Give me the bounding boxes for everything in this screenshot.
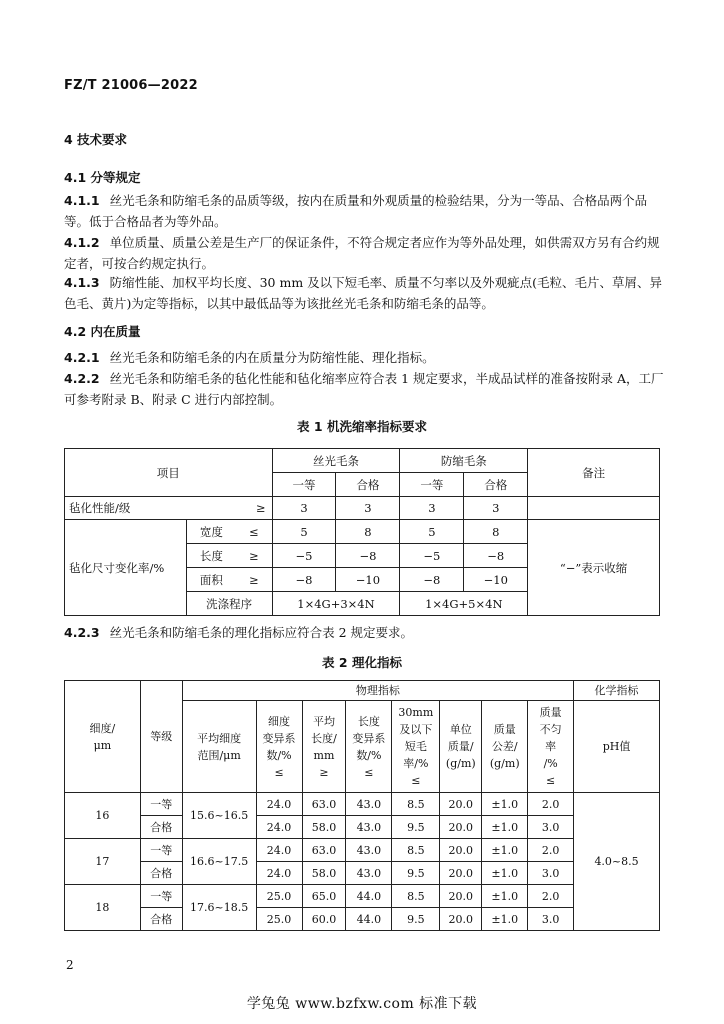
table-row <box>65 908 660 931</box>
clause-text: 丝光毛条和防缩毛条的品质等级，按内在质量和外观质量的检验结果，分为一等品、合格品两个品等。低于合格品者为等外品。 <box>64 193 648 229</box>
table2-cell: 2.0 <box>528 793 574 816</box>
table2-cell: 3.0 <box>528 862 574 885</box>
table2-grade: 合格 <box>140 816 182 839</box>
table1-row-name: 长度 <box>186 544 236 568</box>
table1-cell: −8 <box>336 544 400 568</box>
table2-cell: 8.5 <box>392 839 440 862</box>
table2-header-cv: 细度 变异系 数/% ≤ <box>256 701 302 793</box>
table2-cell: 20.0 <box>440 793 482 816</box>
table2-cell: 43.0 <box>346 839 392 862</box>
table1-wash-shrinkproof: 1×4G+5×4N <box>400 592 528 616</box>
table1-shrinkage-requirements <box>64 448 660 616</box>
table2-grade: 一等 <box>140 793 182 816</box>
table2-cell: 3.0 <box>528 908 574 931</box>
table2-header-fineness: 细度/ μm <box>65 681 141 793</box>
table1-header-shrinkproof: 防缩毛条 <box>400 449 528 473</box>
table2-header-tol: 质量 公差/ (g/m) <box>482 701 528 793</box>
table1-caption: 表 1 机洗缩率指标要求 <box>297 419 427 434</box>
clause-text: 单位质量、质量公差是生产厂的保证条件，不符合规定者应作为等外品处理，如供需双方另有合约规定者，可按合约规定执行。 <box>64 235 660 271</box>
table2-cell: 43.0 <box>346 816 392 839</box>
clause-number: 4.2.3 <box>64 625 100 640</box>
table1-note: “−”表示收缩 <box>528 520 660 616</box>
table1-header-qualified: 合格 <box>336 473 400 497</box>
paragraph-4-2-1 <box>64 347 664 368</box>
table2-header-range: 平均细度 范围/μm <box>182 701 256 793</box>
table2-grade: 合格 <box>140 862 182 885</box>
table1-cell: −5 <box>272 544 336 568</box>
table2-cell: 63.0 <box>302 793 346 816</box>
table1-dimension-label: 毡化尺寸变化率/% <box>65 520 187 616</box>
table1-cell: 3 <box>464 497 528 520</box>
table2-cell: 24.0 <box>256 862 302 885</box>
clause-text: 丝光毛条和防缩毛条的理化指标应符合表 2 规定要求。 <box>109 625 413 640</box>
section-heading-4: 4 技术要求 <box>64 132 128 147</box>
paragraph-4-2-2 <box>64 368 664 410</box>
table2-cell: ±1.0 <box>482 862 528 885</box>
table1-header-note: 备注 <box>528 449 660 497</box>
table1-row-op: ≤ <box>236 520 272 544</box>
table1-header-first: 一等 <box>272 473 336 497</box>
table1-header-qualified: 合格 <box>464 473 528 497</box>
document-code: FZ/T 21006—2022 <box>64 78 198 93</box>
table2-header-chemical: 化学指标 <box>574 681 660 701</box>
clause-text: 丝光毛条和防缩毛条的内在质量分为防缩性能、理化指标。 <box>109 350 435 365</box>
section-heading-4-1: 4.1 分等规定 <box>64 170 141 185</box>
table2-cell: 63.0 <box>302 839 346 862</box>
table2-grade: 一等 <box>140 885 182 908</box>
table2-cell: 9.5 <box>392 816 440 839</box>
table2-cell: 58.0 <box>302 862 346 885</box>
table2-caption: 表 2 理化指标 <box>322 655 402 670</box>
table2-cell: 20.0 <box>440 816 482 839</box>
table2-cell: 44.0 <box>346 885 392 908</box>
table1-cell: 8 <box>464 520 528 544</box>
table2-cell: 9.5 <box>392 862 440 885</box>
table1-cell: −10 <box>336 568 400 592</box>
table1-felting-op: ≥ <box>236 497 272 520</box>
table1-wash-label: 洗涤程序 <box>186 592 272 616</box>
table2-range: 16.6~17.5 <box>182 839 256 885</box>
table1-header-first: 一等 <box>400 473 464 497</box>
table-row <box>65 862 660 885</box>
table2-grade: 合格 <box>140 908 182 931</box>
table2-cell: 24.0 <box>256 816 302 839</box>
table2-cell: 8.5 <box>392 885 440 908</box>
table2-cell: 24.0 <box>256 793 302 816</box>
table2-cell: 20.0 <box>440 885 482 908</box>
table2-cell: 20.0 <box>440 839 482 862</box>
table1-cell: −8 <box>272 568 336 592</box>
table1-cell: 3 <box>400 497 464 520</box>
table1-cell: 3 <box>272 497 336 520</box>
table2-header-length: 平均 长度/ mm ≥ <box>302 701 346 793</box>
table2-cell: 20.0 <box>440 862 482 885</box>
table2-cell: 25.0 <box>256 908 302 931</box>
table2-fineness: 16 <box>65 793 141 839</box>
table2-grade: 一等 <box>140 839 182 862</box>
table1-note-empty <box>528 497 660 520</box>
table1-header-mercerized: 丝光毛条 <box>272 449 400 473</box>
table2-cell: 43.0 <box>346 793 392 816</box>
table-row <box>65 839 660 862</box>
table1-row-name: 面积 <box>186 568 236 592</box>
table1-cell: 3 <box>336 497 400 520</box>
clause-number: 4.1.2 <box>64 235 100 250</box>
table1-cell: 5 <box>400 520 464 544</box>
table2-header-lencv: 长度 变异系 数/% ≤ <box>346 701 392 793</box>
table2-cell: 24.0 <box>256 839 302 862</box>
table1-cell: −5 <box>400 544 464 568</box>
table1-cell: −10 <box>464 568 528 592</box>
table1-wash-mercerized: 1×4G+3×4N <box>272 592 400 616</box>
table1-cell: 8 <box>336 520 400 544</box>
table2-cell: ±1.0 <box>482 908 528 931</box>
table2-range: 17.6~18.5 <box>182 885 256 931</box>
table2-cell: 3.0 <box>528 816 574 839</box>
table2-cell: 20.0 <box>440 908 482 931</box>
table2-cell: 58.0 <box>302 816 346 839</box>
clause-number: 4.1.1 <box>64 193 100 208</box>
table1-row-name: 宽度 <box>186 520 236 544</box>
table2-cell: 9.5 <box>392 908 440 931</box>
table2-cell: ±1.0 <box>482 885 528 908</box>
clause-text: 丝光毛条和防缩毛条的毡化性能和毡化缩率应符合表 1 规定要求，半成品试样的准备按附录 A，工厂可参考附录 B、附录 C 进行内部控制。 <box>64 371 664 407</box>
table2-cell: 2.0 <box>528 839 574 862</box>
table2-cell: ±1.0 <box>482 839 528 862</box>
table1-row-op: ≥ <box>236 544 272 568</box>
table1-cell: 5 <box>272 520 336 544</box>
table2-cell: 65.0 <box>302 885 346 908</box>
paragraph-4-1-1 <box>64 190 664 232</box>
table1-cell: −8 <box>464 544 528 568</box>
paragraph-4-2-3 <box>64 622 664 643</box>
table2-cell: 44.0 <box>346 908 392 931</box>
table1-row-op: ≥ <box>236 568 272 592</box>
table2-fineness: 17 <box>65 839 141 885</box>
table2-cell: ±1.0 <box>482 816 528 839</box>
table1-header-item: 项目 <box>65 449 273 497</box>
table2-fineness: 18 <box>65 885 141 931</box>
table1-felting-label: 毡化性能/级 <box>65 497 237 520</box>
table-row <box>65 885 660 908</box>
clause-number: 4.1.3 <box>64 275 100 290</box>
paragraph-4-1-3 <box>64 272 664 314</box>
table2-cell: 8.5 <box>392 793 440 816</box>
table2-header-physical: 物理指标 <box>182 681 573 701</box>
table2-cell: 25.0 <box>256 885 302 908</box>
section-heading-4-2: 4.2 内在质量 <box>64 324 141 339</box>
table2-header-short: 30mm 及以下 短毛 率/% ≤ <box>392 701 440 793</box>
table2-header-mass: 单位 质量/ (g/m) <box>440 701 482 793</box>
table2-header-uneven: 质量 不匀 率 /% ≤ <box>528 701 574 793</box>
table2-header-ph: pH值 <box>574 701 660 793</box>
paragraph-4-1-2 <box>64 232 664 274</box>
clause-number: 4.2.1 <box>64 350 100 365</box>
table-row <box>65 793 660 816</box>
footer-watermark: 学兔兔 www.bzfxw.com 标准下载 <box>246 996 478 1012</box>
table2-ph-value: 4.0~8.5 <box>574 793 660 931</box>
table2-range: 15.6~16.5 <box>182 793 256 839</box>
clause-text: 防缩性能、加权平均长度、30 mm 及以下短毛率、质量不匀率以及外观疵点(毛粒、毛片、草屑、异色毛、黄片)为定等指标，以其中最低品等为该批丝光毛条和防缩毛条的品等。 <box>64 275 663 311</box>
page-number: 2 <box>66 958 74 972</box>
table-row <box>65 816 660 839</box>
clause-number: 4.2.2 <box>64 371 100 386</box>
table2-physicochemical-indicators <box>64 680 660 931</box>
table1-cell: −8 <box>400 568 464 592</box>
table2-cell: 2.0 <box>528 885 574 908</box>
table2-cell: ±1.0 <box>482 793 528 816</box>
table2-header-grade: 等级 <box>140 681 182 793</box>
table2-cell: 43.0 <box>346 862 392 885</box>
table2-cell: 60.0 <box>302 908 346 931</box>
